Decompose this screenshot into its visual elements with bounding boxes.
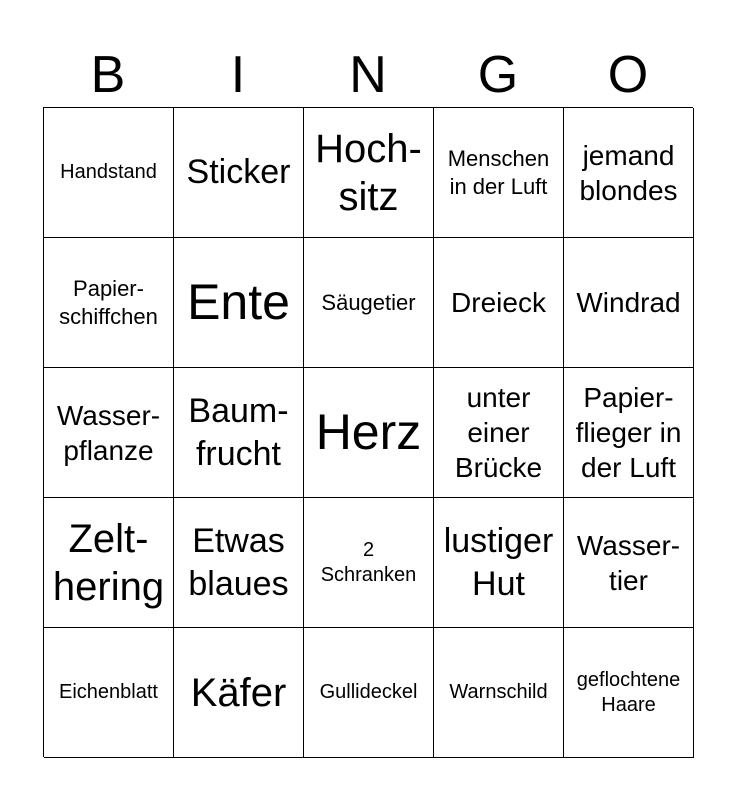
- bingo-cell[interactable]: lustiger Hut: [434, 498, 564, 628]
- bingo-cell[interactable]: Sticker: [174, 108, 304, 238]
- bingo-cell[interactable]: Menschen in der Luft: [434, 108, 564, 238]
- bingo-cell[interactable]: Ente: [174, 238, 304, 368]
- bingo-cell[interactable]: Papier- schiffchen: [44, 238, 174, 368]
- bingo-cell[interactable]: Käfer: [174, 628, 304, 758]
- bingo-cell[interactable]: Etwas blaues: [174, 498, 304, 628]
- header-letter-b: B: [90, 46, 126, 104]
- header-letter-g: G: [477, 46, 519, 104]
- bingo-cell[interactable]: 2 Schranken: [304, 498, 434, 628]
- bingo-grid: [43, 107, 693, 757]
- bingo-header: [43, 44, 693, 106]
- bingo-cell[interactable]: Zelt- hering: [44, 498, 174, 628]
- bingo-cell[interactable]: Baum- frucht: [174, 368, 304, 498]
- bingo-cell[interactable]: Gullideckel: [304, 628, 434, 758]
- bingo-cell[interactable]: geflochtene Haare: [564, 628, 694, 758]
- bingo-cell[interactable]: Warnschild: [434, 628, 564, 758]
- bingo-cell[interactable]: Herz: [304, 368, 434, 498]
- bingo-cell[interactable]: unter einer Brücke: [434, 368, 564, 498]
- bingo-cell[interactable]: Dreieck: [434, 238, 564, 368]
- header-letter-o: O: [607, 46, 649, 104]
- bingo-cell[interactable]: Papier- flieger in der Luft: [564, 368, 694, 498]
- header-letter-n: N: [349, 46, 387, 104]
- bingo-cell[interactable]: jemand blondes: [564, 108, 694, 238]
- bingo-cell[interactable]: Windrad: [564, 238, 694, 368]
- bingo-cell[interactable]: Handstand: [44, 108, 174, 238]
- header-letter-i: I: [230, 46, 246, 104]
- bingo-cell[interactable]: Eichenblatt: [44, 628, 174, 758]
- bingo-cell[interactable]: Wasser- tier: [564, 498, 694, 628]
- bingo-cell[interactable]: Hoch- sitz: [304, 108, 434, 238]
- bingo-cell[interactable]: Säugetier: [304, 238, 434, 368]
- bingo-cell[interactable]: Wasser- pflanze: [44, 368, 174, 498]
